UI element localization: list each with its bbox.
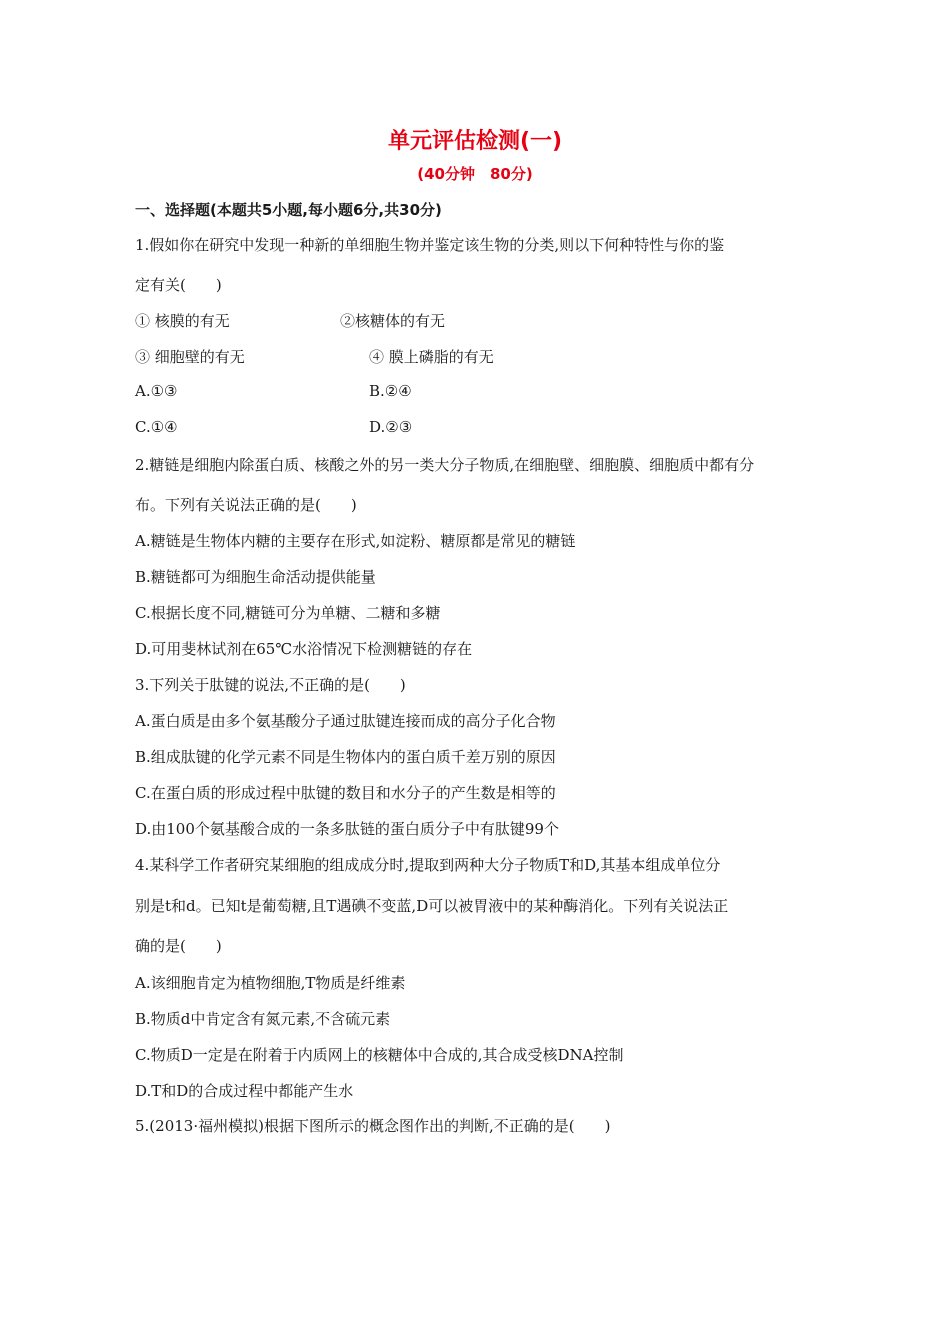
q2-stem-line2: 布。下列有关说法正确的是( ) [135, 496, 357, 514]
q3-option-c: C.在蛋白质的形成过程中肽键的数目和水分子的产生数是相等的 [135, 784, 556, 802]
q4-stem-line1: 4.某科学工作者研究某细胞的组成成分时,提取到两种大分子物质T和D,其基本组成单位分 [135, 856, 721, 874]
q4-option-d: D.T和D的合成过程中都能产生水 [135, 1082, 354, 1100]
q1-stem-line2: 定有关( ) [135, 276, 222, 294]
q1-item-1: ① 核膜的有无 [135, 312, 230, 330]
q1-option-c: C.①④ [135, 418, 178, 436]
q1-item-4: ④ 膜上磷脂的有无 [369, 348, 494, 366]
q3-option-b: B.组成肽键的化学元素不同是生物体内的蛋白质千差万别的原因 [135, 748, 556, 766]
q1-item-3: ③ 细胞壁的有无 [135, 348, 245, 366]
q2-option-d: D.可用斐林试剂在65℃水浴情况下检测糖链的存在 [135, 640, 473, 658]
q2-option-b: B.糖链都可为细胞生命活动提供能量 [135, 568, 376, 586]
q1-option-b: B.②④ [369, 382, 412, 400]
q4-option-c: C.物质D一定是在附着于内质网上的核糖体中合成的,其合成受核DNA控制 [135, 1046, 624, 1064]
page-title: 单元评估检测(一) [387, 129, 563, 154]
q2-option-a: A.糖链是生物体内糖的主要存在形式,如淀粉、糖原都是常见的糖链 [135, 532, 576, 550]
section-heading: 一、选择题(本题共5小题,每小题6分,共30分) [135, 201, 442, 219]
q4-stem-line3: 确的是( ) [135, 937, 222, 955]
q3-option-d: D.由100个氨基酸合成的一条多肽链的蛋白质分子中有肽键99个 [135, 820, 559, 838]
q5-stem: 5.(2013·福州模拟)根据下图所示的概念图作出的判断,不正确的是( ) [135, 1117, 611, 1135]
page-subtitle: (40分钟 80分) [417, 165, 533, 183]
q2-stem-line1: 2.糖链是细胞内除蛋白质、核酸之外的另一类大分子物质,在细胞壁、细胞膜、细胞质中都有分 [135, 456, 755, 474]
q1-option-d: D.②③ [369, 418, 413, 436]
q1-item-2: ②核糖体的有无 [340, 312, 446, 330]
q3-stem: 3.下列关于肽键的说法,不正确的是( ) [135, 676, 406, 694]
q2-option-c: C.根据长度不同,糖链可分为单糖、二糖和多糖 [135, 604, 441, 622]
q4-option-b: B.物质d中肯定含有氮元素,不含硫元素 [135, 1010, 391, 1028]
q3-option-a: A.蛋白质是由多个氨基酸分子通过肽键连接而成的高分子化合物 [135, 712, 556, 730]
q4-option-a: A.该细胞肯定为植物细胞,T物质是纤维素 [135, 974, 406, 992]
q1-option-a: A.①③ [135, 382, 178, 400]
q1-stem-line1: 1.假如你在研究中发现一种新的单细胞生物并鉴定该生物的分类,则以下何种特性与你的鉴 [135, 236, 725, 254]
q4-stem-line2: 别是t和d。已知t是葡萄糖,且T遇碘不变蓝,D可以被胃液中的某种酶消化。下列有关说法正 [135, 897, 729, 915]
